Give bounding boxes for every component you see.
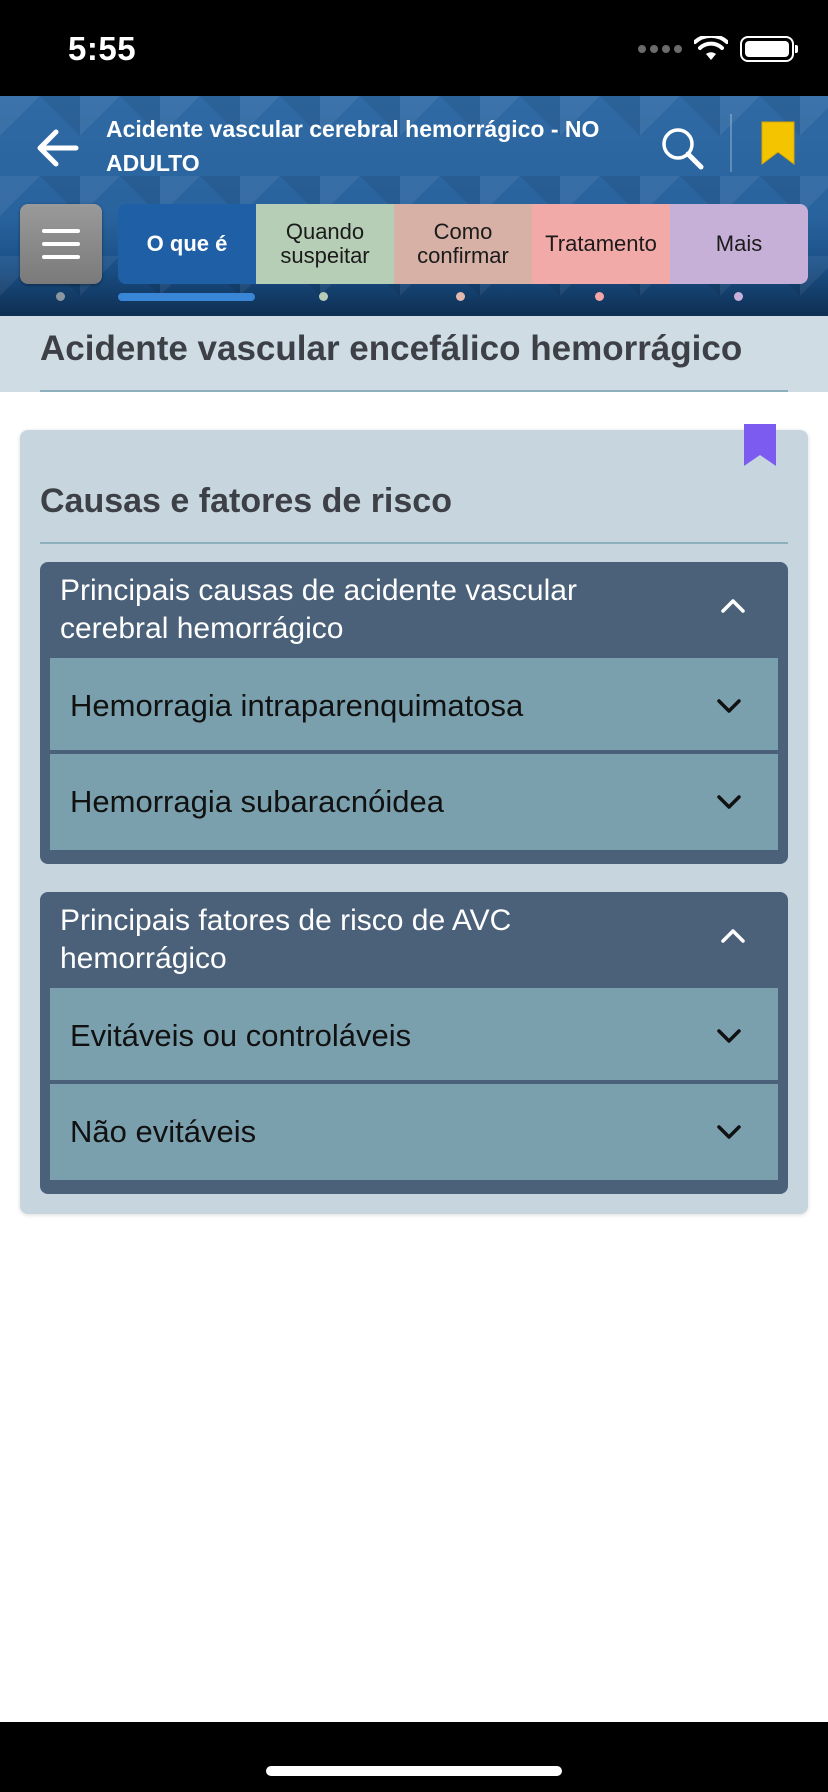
accordion-group — [40, 892, 788, 1194]
hamburger-icon-line — [42, 255, 80, 259]
battery-icon — [740, 36, 794, 62]
wifi-icon — [694, 36, 728, 62]
tab-indicator-mais — [734, 292, 743, 301]
card-bookmark-icon[interactable] — [740, 424, 780, 468]
header-divider — [730, 114, 732, 172]
back-button[interactable] — [32, 122, 84, 174]
title-divider — [40, 390, 788, 392]
content-card — [20, 430, 808, 1214]
accordion-header[interactable] — [50, 562, 778, 658]
page-title: Acidente vascular encefálico hemorrágico — [40, 329, 743, 368]
tab-indicator-como-confirmar — [456, 292, 465, 301]
accordion-header-label: Principais causas de acidente vascular cerebral hemorrágico — [60, 574, 577, 645]
accordion-item[interactable] — [50, 1084, 778, 1180]
section-divider — [40, 542, 788, 544]
accordion-item[interactable] — [50, 658, 778, 754]
status-icons — [638, 36, 794, 62]
chevron-up-icon — [720, 928, 746, 944]
menu-button[interactable] — [20, 204, 102, 284]
status-bar — [0, 0, 828, 96]
tab-como-confirmar[interactable]: Como confirmar — [394, 204, 532, 284]
arrow-left-icon — [36, 128, 80, 168]
accordion-header-label: Principais fatores de risco de AVC hemorrágico — [60, 904, 512, 975]
accordion-item-label: Evitáveis ou controláveis — [70, 1018, 412, 1053]
tab-quando-suspeitar[interactable]: Quando suspeitar — [256, 204, 394, 284]
search-button[interactable] — [656, 122, 708, 174]
tab-indicator-tratamento — [595, 292, 604, 301]
cellular-signal-icon — [638, 45, 682, 53]
accordion-item[interactable] — [50, 754, 778, 850]
bookmark-icon — [758, 120, 798, 168]
section-tabs — [118, 204, 808, 284]
status-time: 5:55 — [68, 30, 137, 67]
tab-indicator-quando-suspeitar — [319, 292, 328, 301]
app-header — [0, 96, 828, 316]
header-title: Acidente vascular cerebral hemorrágico - NO ADULTO — [106, 116, 600, 176]
bookmarks-button[interactable] — [758, 120, 798, 168]
tab-indicator-active — [118, 293, 255, 301]
tab-o-que-e[interactable]: O que é — [118, 204, 256, 284]
hamburger-icon-line — [42, 229, 80, 233]
home-indicator[interactable] — [266, 1766, 562, 1776]
bottom-bar — [0, 1722, 828, 1792]
section-title: Causas e fatores de risco — [40, 482, 452, 520]
tab-mais[interactable]: Mais — [670, 204, 808, 284]
page-title-band — [0, 316, 828, 392]
chevron-down-icon — [716, 698, 742, 714]
accordion-item-label: Hemorragia subaracnóidea — [70, 784, 444, 819]
chevron-up-icon — [720, 598, 746, 614]
tab-indicator-menu — [56, 292, 65, 301]
tab-indicators — [0, 292, 828, 304]
chevron-down-icon — [716, 1028, 742, 1044]
tab-tratamento[interactable]: Tratamento — [532, 204, 670, 284]
chevron-down-icon — [716, 794, 742, 810]
accordion-item[interactable] — [50, 988, 778, 1084]
accordion-header[interactable] — [50, 892, 778, 988]
accordion-item-label: Não evitáveis — [70, 1114, 257, 1149]
accordion-group — [40, 562, 788, 864]
search-icon — [659, 125, 705, 171]
chevron-down-icon — [716, 1124, 742, 1140]
hamburger-icon-line — [42, 242, 80, 246]
accordion-item-label: Hemorragia intraparenquimatosa — [70, 688, 524, 723]
